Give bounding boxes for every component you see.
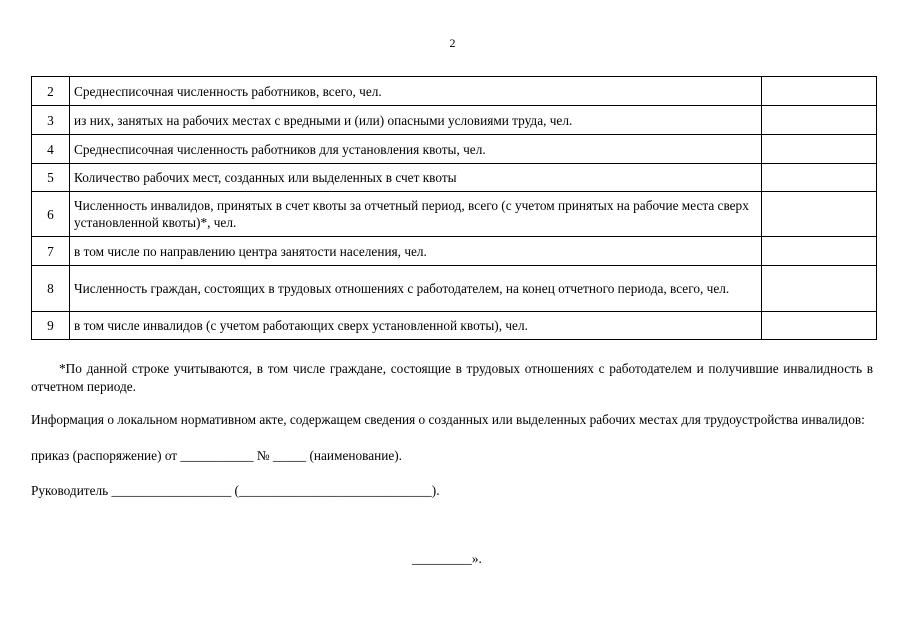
- table-row: [32, 192, 877, 237]
- report-table: [31, 76, 877, 340]
- page-number: 2: [449, 36, 456, 50]
- row-value-cell[interactable]: [762, 135, 877, 164]
- table-row: [32, 135, 877, 164]
- local-act-info: Информация о локальном нормативном акте, содержащем сведения о созданных или выделенных рабочих местах для трудоустройства инвалидов:: [31, 412, 865, 427]
- row-value-cell[interactable]: [762, 106, 877, 135]
- order-line: приказ (распоряжение) от ___________ № _____ (наименование).: [31, 448, 403, 463]
- report-table-body: [32, 77, 877, 340]
- row-number: 6: [32, 192, 70, 237]
- row-description: из них, занятых на рабочих местах с вредными и (или) опасными условиями труда, чел.: [70, 106, 762, 135]
- row-description: Численность граждан, состоящих в трудовых отношениях с работодателем, на конец отчетного периода, всего, чел.: [70, 266, 762, 312]
- row-description: Среднесписочная численность работников, всего, чел.: [70, 77, 762, 106]
- row-description: Численность инвалидов, принятых в счет квоты за отчетный период, всего (с учетом принятых на рабочие места сверх установленной квоты)*, чел.: [70, 192, 762, 237]
- table-row: [32, 164, 877, 192]
- row-description: Количество рабочих мест, созданных или выделенных в счет квоты: [70, 164, 762, 192]
- row-number: 3: [32, 106, 70, 135]
- row-number: 2: [32, 77, 70, 106]
- head-signature-line: Руководитель __________________ (_____________________________).: [31, 483, 440, 498]
- row-value-cell[interactable]: [762, 266, 877, 312]
- table-row: [32, 106, 877, 135]
- table-row: [32, 312, 877, 340]
- table-row: [32, 237, 877, 266]
- table-row: [32, 77, 877, 106]
- table-row: [32, 266, 877, 312]
- row-description: в том числе по направлению центра занятости населения, чел.: [70, 237, 762, 266]
- row-value-cell[interactable]: [762, 237, 877, 266]
- row-description: в том числе инвалидов (с учетом работающих сверх установленной квоты), чел.: [70, 312, 762, 340]
- footnote: *По данной строке учитываются, в том числе граждане, состоящие в трудовых отношениях с работодателем и получившие инвалидность в отчетном периоде.: [31, 361, 873, 394]
- closing-line: _________».: [412, 551, 482, 566]
- row-value-cell[interactable]: [762, 77, 877, 106]
- row-value-cell[interactable]: [762, 192, 877, 237]
- row-value-cell[interactable]: [762, 164, 877, 192]
- row-description: Среднесписочная численность работников для установления квоты, чел.: [70, 135, 762, 164]
- row-number: 4: [32, 135, 70, 164]
- row-number: 9: [32, 312, 70, 340]
- row-number: 7: [32, 237, 70, 266]
- row-value-cell[interactable]: [762, 312, 877, 340]
- row-number: 8: [32, 266, 70, 312]
- row-number: 5: [32, 164, 70, 192]
